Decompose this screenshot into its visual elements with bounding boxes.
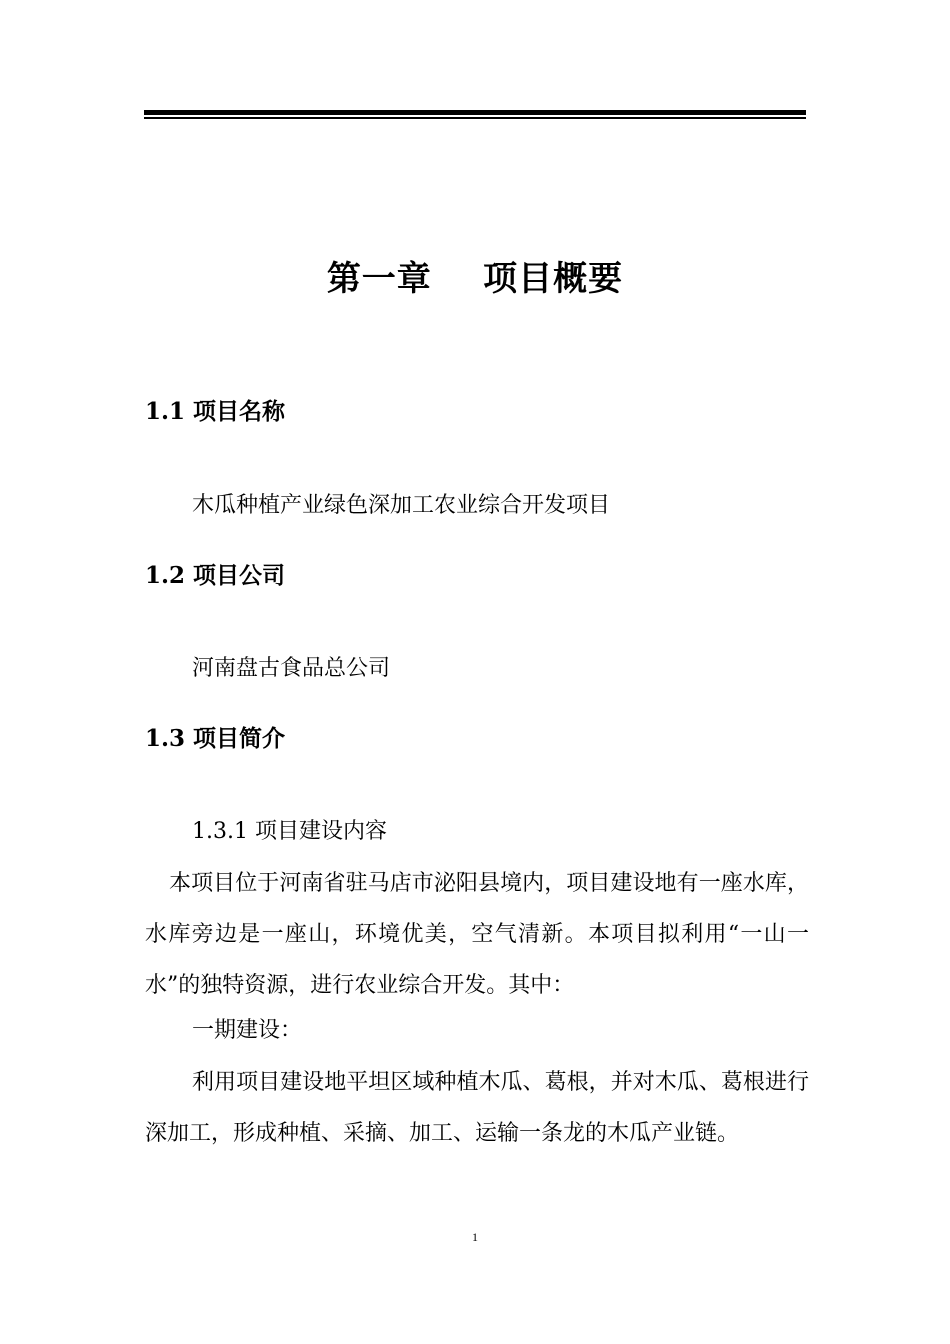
section-heading-1-1: 1.1 项目名称 [145,398,286,425]
project-name-text: 木瓜种植产业绿色深加工农业综合开发项目 [192,493,611,518]
header-rule-thick [144,110,806,115]
project-company-text: 河南盘古食品总公司 [192,656,391,681]
chapter-title: 第一章 项目概要 [326,259,624,299]
subsection-heading-1-3-1: 1.3.1 项目建设内容 [192,819,387,844]
body-paragraph-phase-one-label: 一期建设： [192,1018,303,1043]
section-heading-1-2: 1.2 项目公司 [145,562,286,589]
body-paragraph-location: 本项目位于河南省驻马店市泌阳县境内，项目建设地有一座水库，水库旁边是一座山，环境优美，空气清新。本项目拟利用“一山一水”的独特资源，进行农业综合开发。其中： [145,871,809,998]
section-heading-1-3: 1.3 项目简介 [145,725,286,752]
body-paragraph-phase-one-content: 利用项目建设地平坦区域种植木瓜、葛根，并对木瓜、葛根进行深加工，形成种植、采摘、加工、运输一条龙的木瓜产业链。 [145,1070,809,1146]
page-number: 1 [472,1230,478,1244]
header-rule-thin [144,117,806,119]
